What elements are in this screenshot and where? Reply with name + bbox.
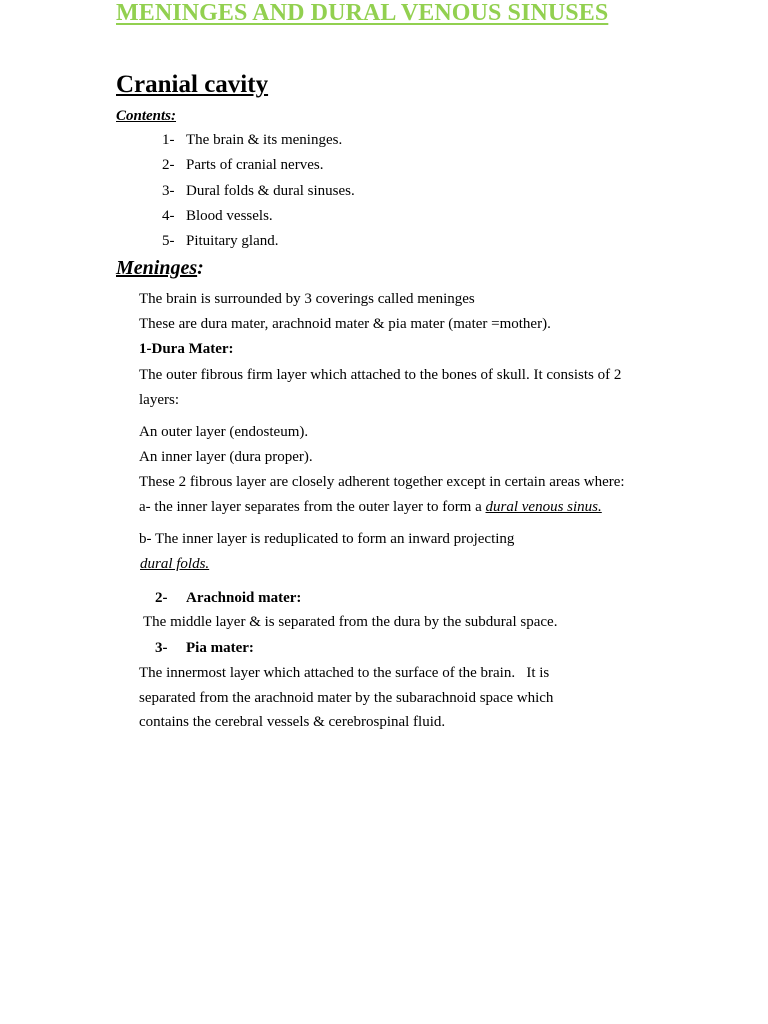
list-item-number: 5- xyxy=(162,233,175,249)
contents-label: Contents: xyxy=(116,108,177,124)
list-item: Parts of cranial nerves. xyxy=(186,157,324,173)
document-title: MENINGES AND DURAL VENOUS SINUSES xyxy=(116,0,609,26)
list-item: The brain & its meninges. xyxy=(186,132,343,148)
pia-desc-line-2: separated from the arachnoid mater by the subarachnoid space which xyxy=(139,690,554,706)
intro-line-2: These are dura mater, arachnoid mater & pia mater (mater =mother). xyxy=(139,316,551,332)
list-item: Pituitary gland. xyxy=(186,233,279,249)
point-a-text: a- the inner layer separates from the outer layer to form a xyxy=(139,499,486,515)
pia-mater-heading: Pia mater: xyxy=(186,640,254,656)
meninges-heading-colon: : xyxy=(197,257,204,279)
intro-line-1: The brain is surrounded by 3 coverings called meninges xyxy=(139,291,475,307)
inner-layer-text: An inner layer (dura proper). xyxy=(139,449,313,465)
outer-layer-text: An outer layer (endosteum). xyxy=(139,424,309,440)
section-heading-cranial-cavity: Cranial cavity xyxy=(116,71,269,98)
point-b-text: b- The inner layer is reduplicated to form an inward projecting xyxy=(139,531,515,547)
list-item-number: 3- xyxy=(162,183,175,199)
point-a xyxy=(139,499,602,516)
arachnoid-desc: The middle layer & is separated from the dura by the subdural space. xyxy=(143,614,558,630)
pia-desc-line-1: The innermost layer which attached to the surface of the brain. It is xyxy=(139,665,550,681)
dura-desc-line-2: layers: xyxy=(139,392,179,408)
dural-folds-term: dural folds. xyxy=(140,556,210,572)
list-item-number: 1- xyxy=(162,132,175,148)
adherent-text: These 2 fibrous layer are closely adherent together except in certain areas where: xyxy=(139,474,625,490)
pia-number: 3- xyxy=(155,640,168,656)
meninges-heading-text: Meninges xyxy=(116,257,198,279)
list-item-number: 4- xyxy=(162,208,175,224)
dural-venous-sinus-term: dural venous sinus. xyxy=(485,499,602,515)
list-item-number: 2- xyxy=(162,157,175,173)
dura-desc-line-1: The outer fibrous firm layer which attached to the bones of skull. It consists of 2 xyxy=(139,367,622,383)
arachnoid-number: 2- xyxy=(155,590,168,606)
dura-mater-heading: 1-Dura Mater: xyxy=(139,341,234,357)
pia-desc-line-3: contains the cerebral vessels & cerebrospinal fluid. xyxy=(139,714,446,730)
meninges-heading xyxy=(116,257,204,280)
list-item: Dural folds & dural sinuses. xyxy=(186,183,355,199)
list-item: Blood vessels. xyxy=(186,208,273,224)
arachnoid-mater-heading: Arachnoid mater: xyxy=(186,590,302,606)
